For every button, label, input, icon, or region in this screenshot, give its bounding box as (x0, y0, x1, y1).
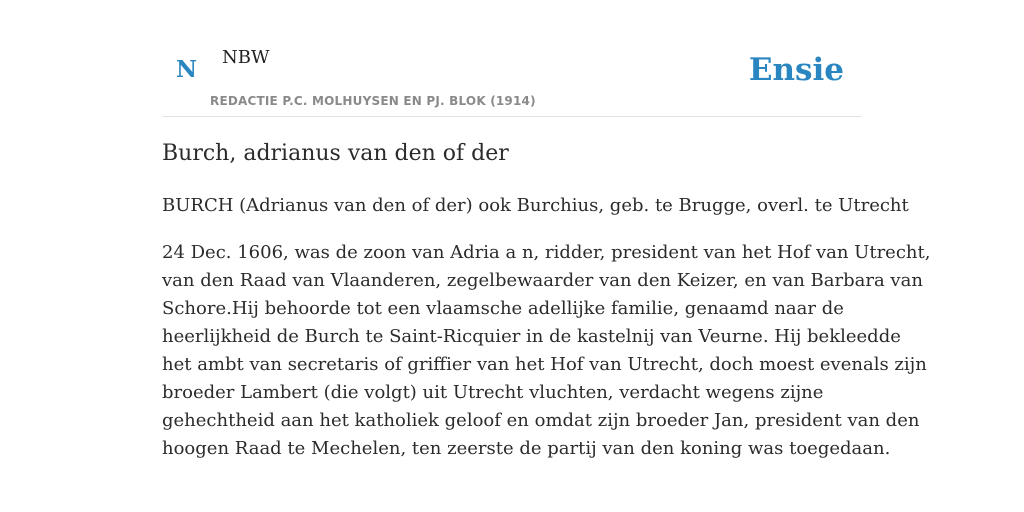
source-name[interactable]: NBW (222, 47, 270, 68)
article-lead: BURCH (Adrianus van den of der) ook Burchius, geb. te Brugge, overl. te Utrecht (162, 195, 909, 216)
body-line: broeder Lambert (die volgt) uit Utrecht vluchten, verdacht wegens zijne (162, 382, 824, 403)
body-line: 24 Dec. 1606, was de zoon van Adria a n, ridder, president van het Hof van Utrecht, (162, 242, 931, 263)
body-line: van den Raad van Vlaanderen, zegelbewaarder van den Keizer, en van Barbara van (162, 270, 923, 291)
article-title: Burch, adrianus van den of der (162, 141, 509, 166)
body-line: het ambt van secretaris of griffier van het Hof van Utrecht, doch moest evenals zijn (162, 354, 927, 375)
brand-logo-link[interactable]: Ensie (748, 52, 844, 88)
body-line: heerlijkheid de Burch te Saint-Ricquier in de kastelnij van Veurne. Hij bekleedde (162, 326, 901, 347)
source-header (162, 0, 862, 117)
body-line: gehechtheid aan het katholiek geloof en omdat zijn broeder Jan, president van den (162, 410, 920, 431)
source-editors: REDACTIE P.C. MOLHUYSEN EN PJ. BLOK (1914) (210, 94, 536, 108)
article-body (162, 239, 931, 463)
body-line: Schore.Hij behoorde tot een vlaamsche adellijke familie, genaamd naar de (162, 298, 844, 319)
body-line: hoogen Raad te Mechelen, ten zeerste de partij van den koning was toegedaan. (162, 438, 891, 459)
source-logo-letter[interactable]: N (176, 56, 198, 83)
